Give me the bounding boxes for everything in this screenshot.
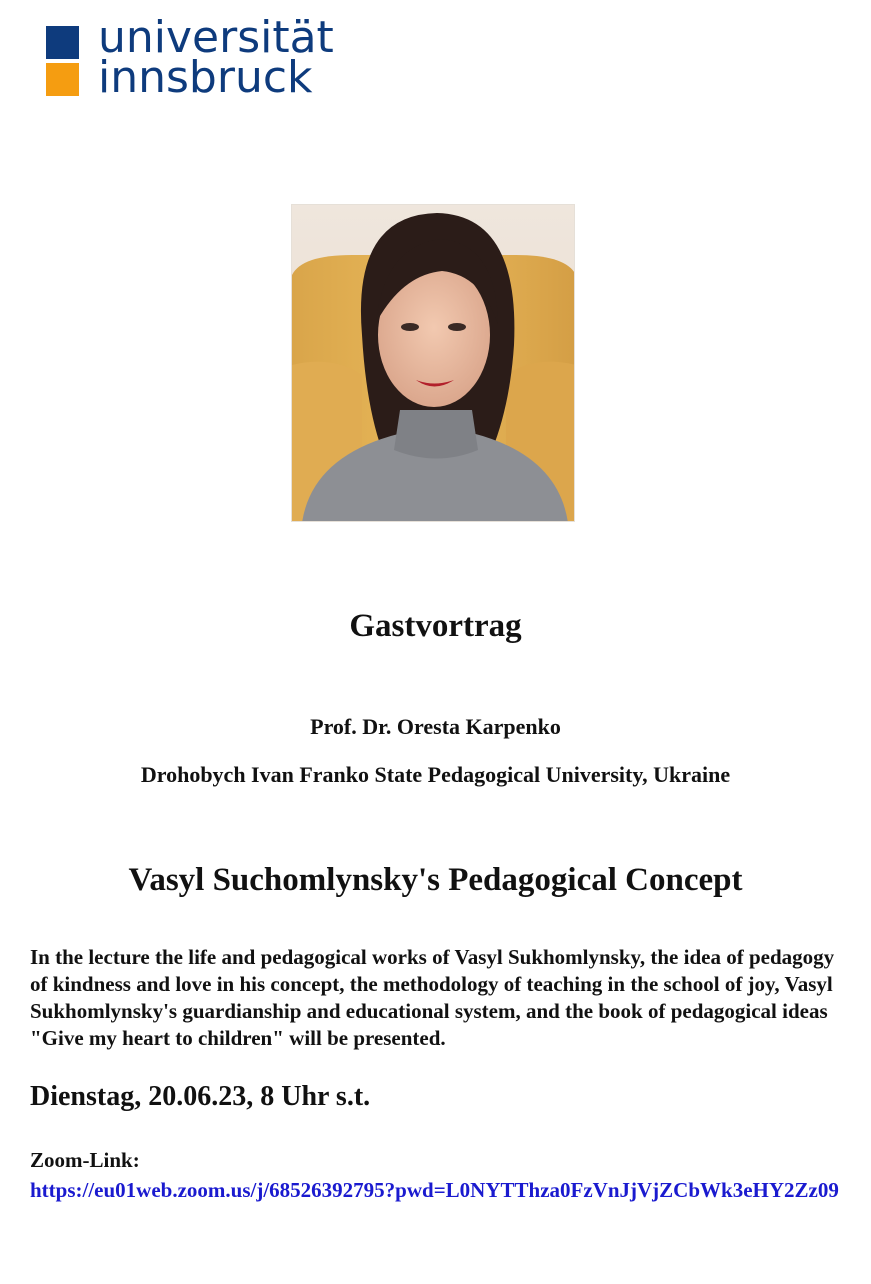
talk-abstract: In the lecture the life and pedagogical works of Vasyl Sukhomlynsky, the idea of pedagogy of kindness and love in his concept, the methodology of teaching in the school of joy, Vasyl Sukhomlynsky's guardianship and educational system, and the book of pedagogical ideas "Give my heart to children" will be presented.	[30, 945, 835, 1050]
event-heading: Gastvortrag	[349, 608, 522, 644]
logo-text-line1: universität	[98, 12, 334, 63]
zoom-link[interactable]: https://eu01web.zoom.us/j/68526392795?pwd=L0NYTThza0FzVnJjVjZCbWk3eHY2Zz09	[30, 1178, 839, 1202]
event-date-time: Dienstag, 20.06.23, 8 Uhr s.t.	[30, 1081, 371, 1112]
speaker-affiliation: Drohobych Ivan Franko State Pedagogical University, Ukraine	[140, 762, 731, 787]
logo-orange-square	[46, 63, 79, 96]
zoom-link-label: Zoom-Link:	[30, 1148, 140, 1172]
university-logo	[46, 12, 346, 103]
talk-title: Vasyl Suchomlynsky's Pedagogical Concept	[128, 862, 743, 898]
logo-text-line2: innsbruck	[98, 52, 313, 103]
speaker-photo	[291, 204, 575, 522]
logo-blue-square	[46, 26, 79, 59]
speaker-name: Prof. Dr. Oresta Karpenko	[310, 714, 561, 739]
